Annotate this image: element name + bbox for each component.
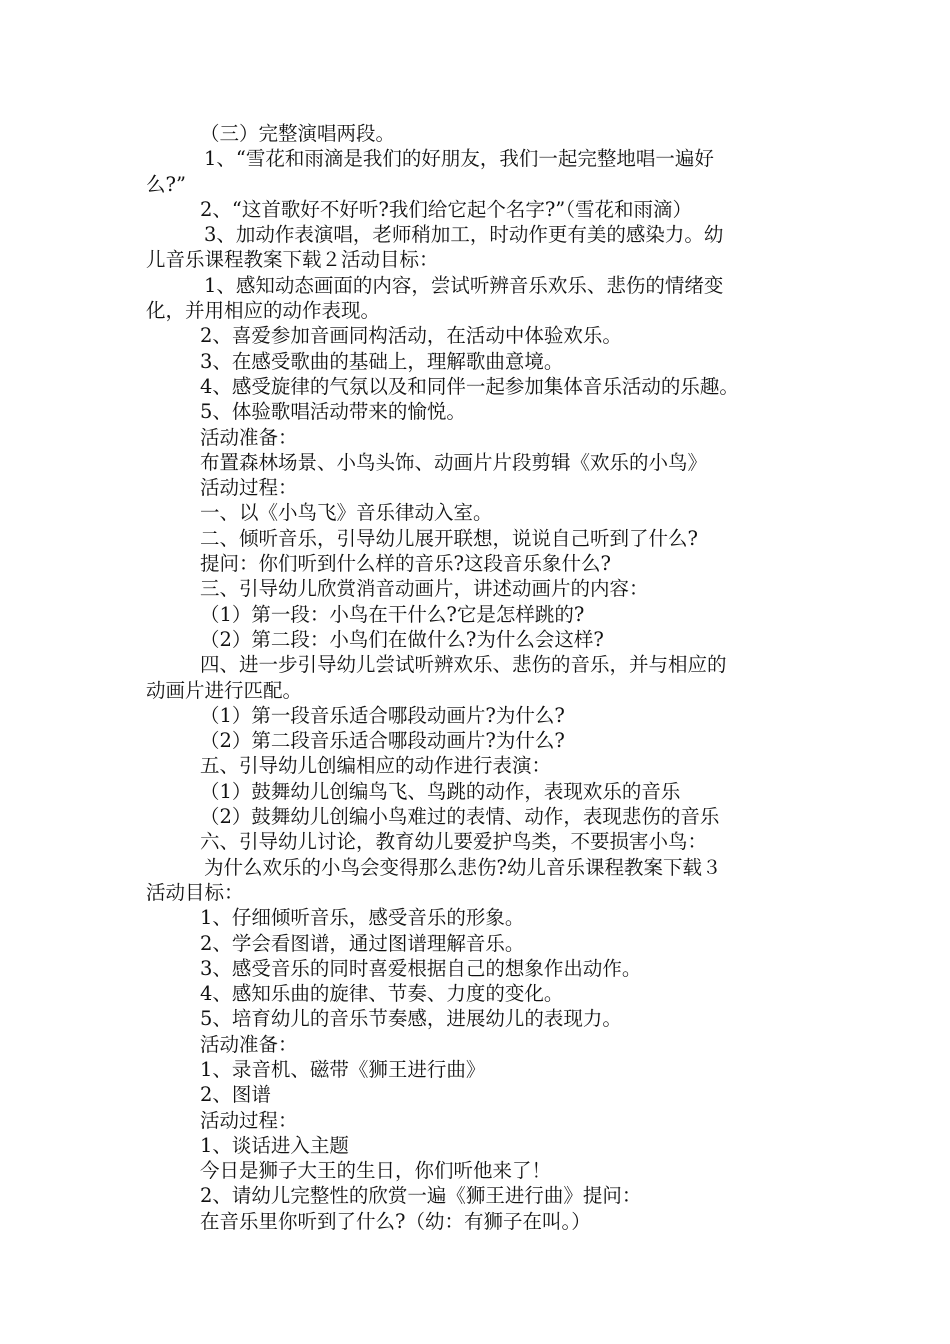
paragraph-line: 提问：你们听到什么样的音乐?这段音乐象什么?: [200, 552, 611, 576]
paragraph-line: 在音乐里你听到了什么?（幼：有狮子在叫。）: [200, 1209, 591, 1233]
paragraph-line: 2、请幼儿完整性的欣赏一遍《狮王进行曲》提问：: [200, 1184, 642, 1208]
paragraph-line: 一、以《小鸟飞》音乐律动入室。: [200, 501, 493, 525]
paragraph-line: 1、“雪花和雨滴是我们的好朋友，我们一起完整地唱一遍好: [204, 147, 714, 171]
paragraph-line: 化，并用相应的动作表现。: [146, 299, 381, 323]
section-heading: 活动目标：: [146, 880, 244, 904]
paragraph-line: （1）鼓舞幼儿创编鸟飞、鸟跳的动作，表现欢乐的音乐: [200, 779, 681, 803]
paragraph-line: 1、仔细倾听音乐，感受音乐的形象。: [200, 906, 525, 930]
paragraph-line: 3、在感受歌曲的基础上，理解歌曲意境。: [200, 349, 564, 373]
document-body: [146, 121, 810, 1234]
paragraph-line: （2）第二段音乐适合哪段动画片?为什么?: [200, 729, 565, 753]
paragraph-line: 2、喜爱参加音画同构活动，在活动中体验欢乐。: [200, 324, 622, 348]
paragraph-line: （2）鼓舞幼儿创编小鸟难过的表情、动作，表现悲伤的音乐: [200, 805, 720, 829]
paragraph-line: 4、感受旋律的气氛以及和同伴一起参加集体音乐活动的乐趣。: [200, 374, 739, 398]
section-heading: 活动准备：: [200, 425, 298, 449]
paragraph-line: 2、学会看图谱，通过图谱理解音乐。: [200, 931, 525, 955]
paragraph-line: 五、引导幼儿创编相应的动作进行表演：: [200, 754, 552, 778]
paragraph-line: 1、录音机、磁带《狮王进行曲》: [200, 1057, 486, 1081]
paragraph-line: 3、感受音乐的同时喜爱根据自己的想象作出动作。: [200, 956, 642, 980]
paragraph-line: 5、培育幼儿的音乐节奏感，进展幼儿的表现力。: [200, 1007, 622, 1031]
paragraph-line: （1）第一段音乐适合哪段动画片?为什么?: [200, 703, 565, 727]
paragraph-line: 为什么欢乐的小鸟会变得那么悲伤?幼儿音乐课程教案下载３: [204, 855, 722, 879]
paragraph-line: 2、“这首歌好不好听?我们给它起个名字?”（雪花和雨滴）: [200, 197, 693, 221]
section-heading: 活动过程：: [200, 476, 298, 500]
paragraph-line: 4、感知乐曲的旋律、节奏、力度的变化。: [200, 982, 564, 1006]
paragraph-line: 六、引导幼儿讨论，教育幼儿要爱护鸟类，不要损害小鸟：: [200, 830, 708, 854]
paragraph-line: 1、感知动态画面的内容，尝试听辨音乐欢乐、悲伤的情绪变: [204, 273, 724, 297]
paragraph-line: （2）第二段：小鸟们在做什么?为什么会这样?: [200, 627, 604, 651]
paragraph-line: 今日是狮子大王的生日，你们听他来了！: [200, 1159, 552, 1183]
paragraph-line: 四、进一步引导幼儿尝试听辨欢乐、悲伤的音乐，并与相应的: [200, 653, 727, 677]
section-heading: 活动准备：: [200, 1032, 298, 1056]
paragraph-line: 儿音乐课程教案下载２活动目标：: [146, 248, 439, 272]
paragraph-line: 2、图谱: [200, 1083, 271, 1107]
paragraph-line: 布置森林场景、小鸟头饰、动画片片段剪辑《欢乐的小鸟》: [200, 450, 708, 474]
paragraph-line: 动画片进行匹配。: [146, 678, 303, 702]
paragraph-line: 三、引导幼儿欣赏消音动画片，讲述动画片的内容：: [200, 577, 649, 601]
paragraph-line: 5、体验歌唱活动带来的愉悦。: [200, 400, 466, 424]
paragraph-line: （三）完整演唱两段。: [200, 122, 396, 145]
paragraph-line: （1）第一段：小鸟在干什么?它是怎样跳的?: [200, 602, 585, 626]
paragraph-line: 么?”: [146, 172, 186, 196]
section-heading: 活动过程：: [200, 1108, 298, 1132]
paragraph-line: 二、倾听音乐，引导幼儿展开联想，说说自己听到了什么?: [200, 526, 698, 550]
paragraph-line: 1、谈话进入主题: [200, 1133, 349, 1157]
paragraph-line: 3、加动作表演唱，老师稍加工，时动作更有美的感染力。幼: [204, 223, 724, 247]
